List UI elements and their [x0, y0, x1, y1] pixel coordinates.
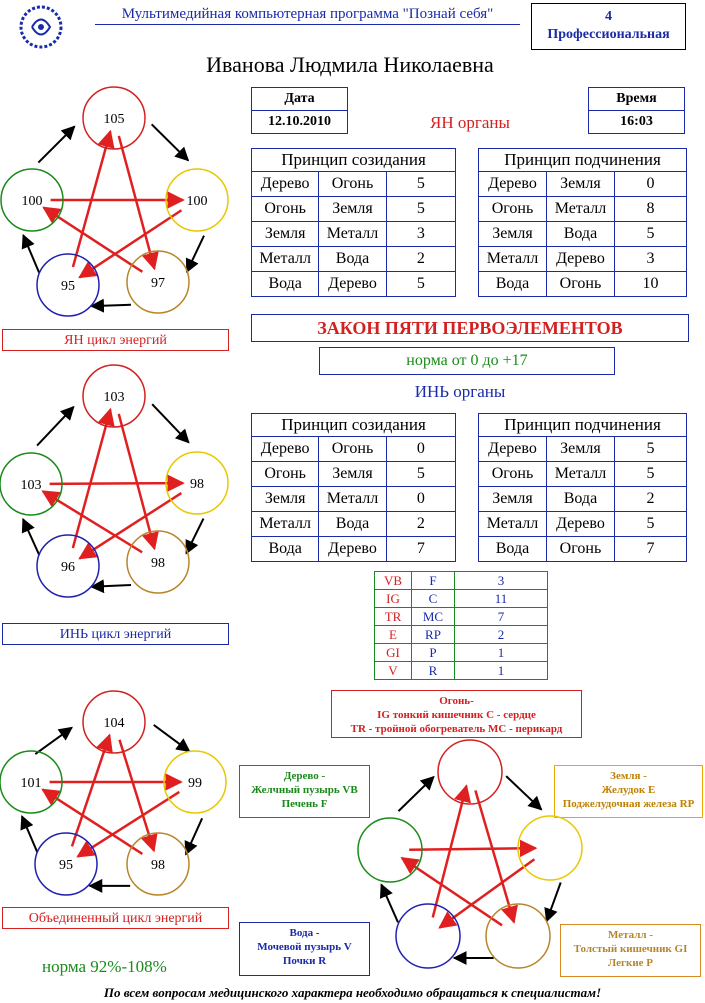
- value-cell: 5: [614, 222, 686, 247]
- table-row: [479, 537, 687, 562]
- metal-value: 98: [151, 556, 165, 571]
- fire-value: 105: [103, 112, 125, 127]
- water-value: 95: [61, 279, 75, 294]
- to-element-cell: Дерево: [319, 272, 386, 297]
- program-title: Мультимедийная компьютерная программа "Познай себя": [95, 6, 520, 25]
- value-cell: 2: [614, 487, 686, 512]
- table-row: [479, 222, 687, 247]
- wood-element-line2: Печень F: [281, 798, 328, 810]
- yin-meridian-cell: R: [412, 662, 455, 680]
- metal-circle: [486, 904, 550, 968]
- cycle-arrow: [381, 885, 398, 923]
- cycle-arrow: [398, 777, 433, 811]
- program-logo: [18, 4, 64, 50]
- water-value: 96: [61, 560, 75, 575]
- to-element-cell: Земля: [546, 172, 614, 197]
- table-caption: Принцип созидания: [252, 149, 456, 172]
- table-row: [252, 537, 456, 562]
- meridian-row: [375, 590, 548, 608]
- level-box: [531, 3, 686, 50]
- meridian-value-cell: 3: [455, 572, 548, 590]
- value-cell: 5: [614, 462, 686, 487]
- cycle-arrow: [186, 818, 202, 854]
- table-row: [252, 247, 456, 272]
- value-cell: 0: [386, 487, 455, 512]
- yin-cycle-diagram: [0, 358, 240, 608]
- meridian-value-cell: 7: [455, 608, 548, 626]
- meridian-row: [375, 626, 548, 644]
- metal-element-line2: Легкие P: [607, 957, 654, 969]
- law-title: ЗАКОН ПЯТИ ПЕРВОЭЛЕМЕНТОВ: [251, 314, 689, 342]
- to-element-cell: Вода: [546, 222, 614, 247]
- value-cell: 2: [386, 247, 455, 272]
- from-element-cell: Металл: [252, 512, 319, 537]
- meridian-value-cell: 1: [455, 662, 548, 680]
- earth-value: 98: [190, 477, 204, 492]
- water-circle: [396, 904, 460, 968]
- earth-circle: [518, 816, 582, 880]
- wood-value: 101: [20, 776, 42, 791]
- cycle-arrow: [91, 585, 131, 587]
- to-element-cell: Вода: [319, 512, 386, 537]
- yin-cycle-caption: ИНЬ цикл энергий: [2, 623, 229, 645]
- value-cell: 8: [614, 197, 686, 222]
- table-row: [252, 437, 456, 462]
- cycle-arrow: [152, 124, 189, 160]
- to-element-cell: Дерево: [546, 247, 614, 272]
- to-element-cell: Металл: [546, 197, 614, 222]
- level-name: Профессиональная: [547, 27, 670, 42]
- meridian-table: [374, 571, 548, 680]
- to-element-cell: Металл: [319, 487, 386, 512]
- wood-value: 100: [21, 194, 43, 209]
- cycle-arrow: [152, 404, 189, 442]
- table-caption: Принцип подчинения: [479, 149, 687, 172]
- fire-element-line2: TR - тройной обогреватель MC - перикард: [350, 723, 563, 735]
- meridian-row: [375, 608, 548, 626]
- from-element-cell: Вода: [252, 537, 319, 562]
- yin-meridian-cell: RP: [412, 626, 455, 644]
- time-box: [588, 87, 685, 134]
- fire-value: 103: [103, 390, 125, 405]
- fire-element-line1: IG тонкий кишечник C - сердце: [377, 709, 536, 721]
- cycle-arrow: [547, 882, 561, 921]
- metal-element-line1: Толстый кишечник GI: [573, 943, 688, 955]
- table-row: [252, 197, 456, 222]
- earth-value: 99: [188, 776, 202, 791]
- table-row: [252, 487, 456, 512]
- meridian-row: [375, 572, 548, 590]
- wood-element-title: Дерево -: [283, 770, 326, 782]
- meridian-value-cell: 2: [455, 626, 548, 644]
- earth-element-line1: Желудок E: [601, 784, 656, 796]
- table-row: [479, 172, 687, 197]
- person-name: Иванова Людмила Николаевна: [206, 52, 494, 77]
- water-element-line1: Мочевой пузырь V: [257, 941, 352, 953]
- yin-meridian-cell: MC: [412, 608, 455, 626]
- from-element-cell: Вода: [479, 537, 547, 562]
- yang-cycle-diagram: [0, 80, 240, 320]
- yin-meridian-cell: C: [412, 590, 455, 608]
- yang-creation-table: [251, 148, 456, 297]
- value-cell: 5: [386, 462, 455, 487]
- wood-circle: [358, 818, 422, 882]
- to-element-cell: Огонь: [546, 537, 614, 562]
- from-element-cell: Огонь: [479, 462, 547, 487]
- value-cell: 7: [614, 537, 686, 562]
- to-element-cell: Металл: [319, 222, 386, 247]
- from-element-cell: Земля: [479, 222, 547, 247]
- to-element-cell: Металл: [546, 462, 614, 487]
- star-arrow: [119, 414, 155, 549]
- yang-meridian-cell: V: [375, 662, 412, 680]
- cycle-arrow: [154, 725, 190, 751]
- value-cell: 3: [614, 247, 686, 272]
- yang-meridian-cell: TR: [375, 608, 412, 626]
- from-element-cell: Вода: [479, 272, 547, 297]
- star-arrow: [50, 483, 183, 484]
- from-element-cell: Металл: [479, 512, 547, 537]
- yang-meridian-cell: IG: [375, 590, 412, 608]
- value-cell: 5: [386, 172, 455, 197]
- to-element-cell: Огонь: [319, 437, 386, 462]
- fire-value: 104: [103, 716, 125, 731]
- value-cell: 5: [386, 272, 455, 297]
- from-element-cell: Земля: [252, 487, 319, 512]
- value-cell: 2: [386, 512, 455, 537]
- date-box: [251, 87, 348, 134]
- to-element-cell: Земля: [319, 462, 386, 487]
- norm-range: норма от 0 до +17: [319, 347, 615, 375]
- cycle-arrow: [187, 236, 204, 272]
- earth-element-line2: Поджелудочная железа RP: [562, 798, 695, 810]
- water-element-title: Вода -: [289, 927, 320, 939]
- date-label: Дата: [284, 91, 315, 106]
- footer-disclaimer: По всем вопросам медицинского характера необходимо обращаться к специалистам!: [103, 985, 602, 1000]
- table-row: [479, 437, 687, 462]
- metal-value: 98: [151, 858, 165, 873]
- cycle-arrow: [23, 235, 39, 272]
- to-element-cell: Огонь: [546, 272, 614, 297]
- from-element-cell: Металл: [252, 247, 319, 272]
- value-cell: 5: [386, 197, 455, 222]
- star-arrow: [409, 848, 535, 850]
- from-element-cell: Вода: [252, 272, 319, 297]
- combined-cycle-diagram: [0, 660, 240, 900]
- water-value: 95: [59, 858, 73, 873]
- fire-element-title: Огонь-: [439, 695, 474, 707]
- table-row: [252, 272, 456, 297]
- cycle-arrow: [91, 305, 131, 306]
- cycle-arrow: [22, 816, 37, 852]
- value-cell: 3: [386, 222, 455, 247]
- fire-circle: [438, 740, 502, 804]
- yin-meridian-cell: F: [412, 572, 455, 590]
- meridian-row: [375, 644, 548, 662]
- from-element-cell: Земля: [252, 222, 319, 247]
- time-label: Время: [616, 91, 657, 106]
- level-number: 4: [605, 9, 612, 24]
- table-row: [479, 462, 687, 487]
- cycle-arrow: [38, 126, 74, 162]
- table-row: [479, 512, 687, 537]
- yang-meridian-cell: GI: [375, 644, 412, 662]
- table-row: [252, 462, 456, 487]
- yang-meridian-cell: VB: [375, 572, 412, 590]
- table-caption: Принцип созидания: [252, 414, 456, 437]
- yang-organs-label: ЯН органы: [430, 113, 510, 132]
- metal-value: 97: [151, 276, 165, 291]
- value-cell: 0: [386, 437, 455, 462]
- to-element-cell: Огонь: [319, 172, 386, 197]
- yin-creation-table: [251, 413, 456, 562]
- value-cell: 5: [614, 512, 686, 537]
- yin-organs-label: ИНЬ органы: [414, 382, 506, 401]
- meridian-row: [375, 662, 548, 680]
- date-value: 12.10.2010: [252, 110, 347, 133]
- table-row: [252, 222, 456, 247]
- from-element-cell: Дерево: [479, 172, 547, 197]
- to-element-cell: Земля: [546, 437, 614, 462]
- table-row: [479, 272, 687, 297]
- metal-element-title: Металл -: [607, 929, 653, 941]
- water-element-line2: Почки R: [282, 955, 327, 967]
- earth-element-title: Земля -: [610, 770, 647, 782]
- table-row: [479, 197, 687, 222]
- time-value: 16:03: [589, 110, 684, 133]
- wood-element-line1: Желчный пузырь VB: [251, 784, 358, 796]
- cycle-arrow: [186, 519, 203, 554]
- to-element-cell: Вода: [319, 247, 386, 272]
- to-element-cell: Земля: [319, 197, 386, 222]
- value-cell: 10: [614, 272, 686, 297]
- value-cell: 5: [614, 437, 686, 462]
- yang-subordination-table: [478, 148, 687, 297]
- from-element-cell: Дерево: [252, 437, 319, 462]
- star-arrow: [73, 409, 110, 548]
- cycle-arrow: [35, 728, 72, 754]
- yang-meridian-cell: E: [375, 626, 412, 644]
- value-cell: 7: [386, 537, 455, 562]
- from-element-cell: Огонь: [252, 197, 319, 222]
- from-element-cell: Огонь: [252, 462, 319, 487]
- table-row: [252, 172, 456, 197]
- cycle-arrow: [23, 519, 39, 555]
- from-element-cell: Земля: [479, 487, 547, 512]
- cycle-arrow: [37, 407, 74, 446]
- fire-element-box: [331, 690, 582, 738]
- yin-subordination-table: [478, 413, 687, 562]
- table-row: [252, 512, 456, 537]
- yang-cycle-caption: ЯН цикл энергий: [2, 329, 229, 351]
- to-element-cell: Дерево: [319, 537, 386, 562]
- meridian-value-cell: 1: [455, 644, 548, 662]
- table-caption: Принцип подчинения: [479, 414, 687, 437]
- to-element-cell: Вода: [546, 487, 614, 512]
- from-element-cell: Дерево: [479, 437, 547, 462]
- star-arrow: [475, 790, 514, 922]
- to-element-cell: Дерево: [546, 512, 614, 537]
- earth-value: 100: [186, 194, 208, 209]
- from-element-cell: Металл: [479, 247, 547, 272]
- wood-value: 103: [20, 478, 42, 493]
- cycle-arrow: [506, 776, 541, 809]
- combined-norm: норма 92%-108%: [42, 957, 167, 976]
- combined-cycle-caption: Объединенный цикл энергий: [2, 907, 229, 929]
- meridian-value-cell: 11: [455, 590, 548, 608]
- element-cycle-diagram: [350, 740, 600, 980]
- table-row: [479, 247, 687, 272]
- yin-meridian-cell: P: [412, 644, 455, 662]
- value-cell: 0: [614, 172, 686, 197]
- from-element-cell: Огонь: [479, 197, 547, 222]
- table-row: [479, 487, 687, 512]
- from-element-cell: Дерево: [252, 172, 319, 197]
